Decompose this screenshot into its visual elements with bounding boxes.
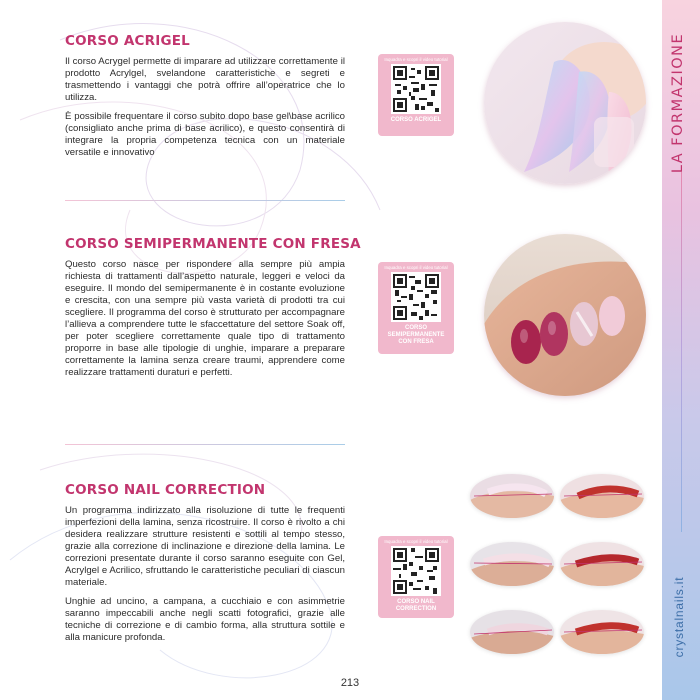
paragraph: Un programma indirizzato alla risoluzione di tutte le frequenti imperfezioni della lamina, senza ricostruire. Il corso è rivolto a chi desidera realizzare strutture resistenti e sottili al tempo stesso, grazie alla correzione di inclinazione e direzione della lamina. Le correzioni presentate durante il corso saranno eseguite con Gel, Acrylgel e Acrilico, sfruttando le caratteristiche peculiari di ciascun materiale. [65, 505, 345, 588]
section-body-acrigel [65, 56, 345, 166]
section-divider [65, 444, 345, 445]
nail-photo-acrigel [484, 22, 646, 184]
qr-label: CORSO ACRIGEL [390, 117, 442, 123]
page-number: 213 [340, 677, 360, 689]
section-body-nail-correction [65, 505, 345, 651]
qr-code-icon[interactable] [391, 64, 441, 114]
nail-correction-photo-5 [470, 610, 554, 654]
side-band-title: LA FORMAZIONE [670, 32, 686, 174]
qr-caption: Inquadra e scopri il video tutorial [384, 265, 448, 270]
nail-correction-photo-1 [470, 474, 554, 518]
section-title-nail-correction: CORSO NAIL CORRECTION [65, 482, 266, 498]
nail-photo-semipermanente [484, 234, 646, 396]
qr-label: CORSO NAIL CORRECTION [395, 599, 437, 612]
section-divider [65, 200, 345, 201]
qr-code-icon[interactable] [391, 546, 441, 596]
qr-card-acrigel[interactable] [378, 54, 454, 136]
qr-label: CORSO SEMIPERMANENTE CON FRESA [387, 325, 445, 345]
website-link[interactable]: crystalnails.it [672, 576, 686, 658]
nail-correction-photo-3 [470, 542, 554, 586]
qr-code-icon[interactable] [391, 272, 441, 322]
nail-correction-photo-6 [560, 610, 644, 654]
paragraph: Unghie ad uncino, a campana, a cucchiaio e con asimmetrie saranno impeccabili anche negli scatti fotografici, grazie alle tecniche di correzione e di cambio forma, alla struttura sottile e alla manicure profonda. [65, 596, 345, 643]
qr-card-nail-correction[interactable] [378, 536, 454, 618]
paragraph: Questo corso nasce per rispondere alla sempre più ampia richiesta di trattamenti dall’aspetto naturale, leggeri e veloci da eseguire. Il mondo del semipermanente è in costante evoluzione e crescita, con una sempre più vasta varietà di prodotti tra cui scegliere. Il programma del corso è strutturato per accompagnare l’allieva a comprendere tutte le sfaccettature del settore Soak off, per poter scegliere correttamente quale tipo di trattamento proporre in base alle tipologie di unghie, imparare a preparare correttamente la lamina senza creare traumi, apprendere come realizzare trattamenti duraturi e perfetti. [65, 259, 345, 378]
paragraph: È possibile frequentare il corso subito dopo base gel\base acrilico (consigliato anche prima di base acrilico), e questo consentirà di integrare la propria competenza tecnica con un materiale versatile e innovativo [65, 111, 345, 158]
band-divider-line [681, 172, 682, 532]
qr-caption: Inquadra e scopri il video tutorial [384, 539, 448, 544]
nail-correction-photo-2 [560, 474, 644, 518]
section-title-acrigel: CORSO ACRIGEL [65, 33, 190, 49]
qr-card-semipermanente[interactable] [378, 262, 454, 354]
paragraph: Il corso Acrygel permette di imparare ad utilizzare correttamente il prodotto Acrylgel, svelandone caratteristiche e segreti e trasmettendo i vantaggi che potrà offrire all’operatrice che lo utilizza. [65, 56, 345, 103]
section-body-semipermanente [65, 259, 345, 386]
qr-caption: Inquadra e scopri il video tutorial [384, 57, 448, 62]
nail-correction-photo-4 [560, 542, 644, 586]
section-title-semipermanente: CORSO SEMIPERMANENTE CON FRESA [65, 236, 361, 252]
